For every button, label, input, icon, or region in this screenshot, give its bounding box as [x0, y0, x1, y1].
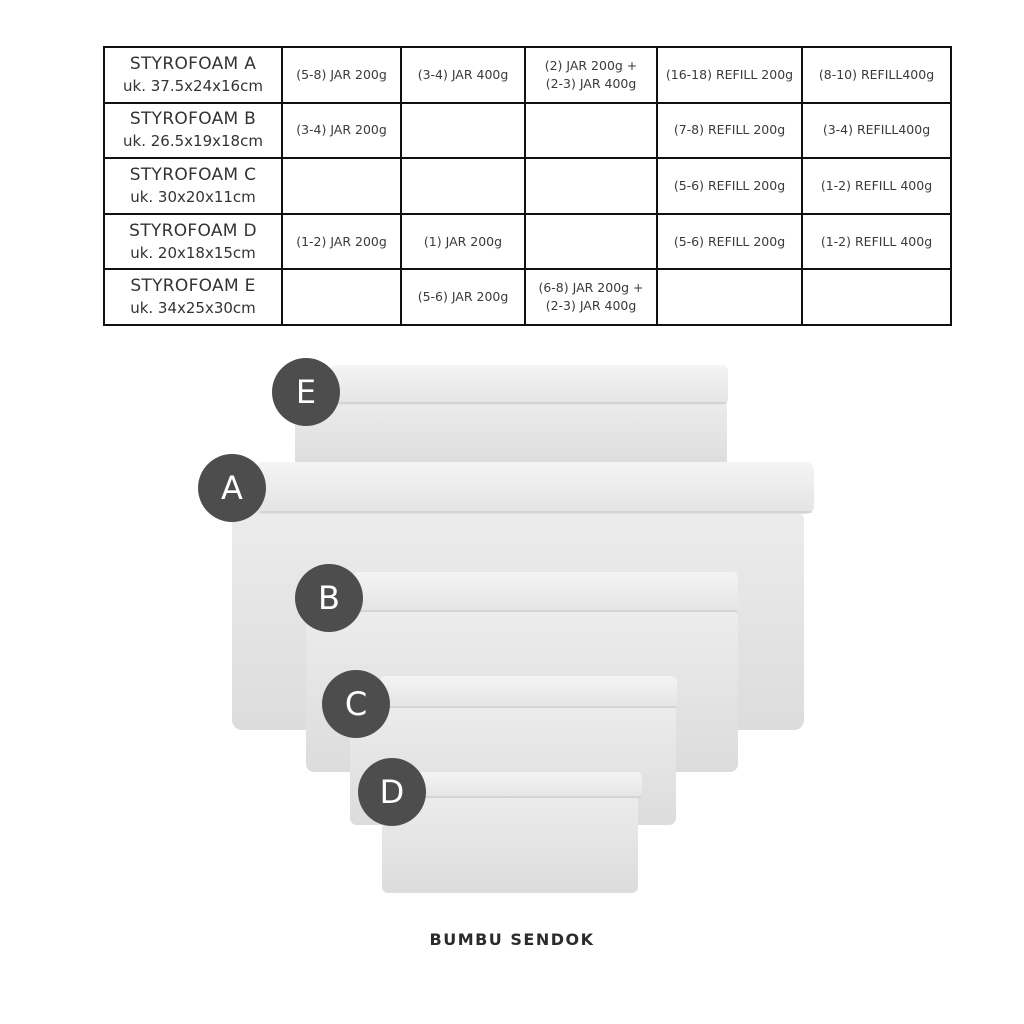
capacity-text: (1-2) JAR 200g	[296, 233, 387, 249]
capacity-text: (3-4) JAR 200g	[296, 122, 387, 138]
capacity-cell	[401, 47, 525, 103]
box-name: STYROFOAM E	[130, 276, 256, 297]
capacity-cell	[282, 47, 401, 103]
capacity-cell	[282, 158, 401, 214]
box-name: STYROFOAM D	[129, 220, 257, 241]
badge-a: A	[198, 454, 266, 522]
table-row	[104, 47, 951, 103]
capacity-text: (16-18) REFILL 200g	[665, 66, 794, 82]
box-label-cell	[104, 214, 282, 270]
box-dimensions: uk. 37.5x24x16cm	[123, 76, 263, 95]
capacity-text: (2-3) JAR 400g	[545, 298, 637, 314]
capacity-cell	[657, 158, 802, 214]
box-name: STYROFOAM B	[129, 109, 257, 130]
table-row	[104, 158, 951, 214]
capacity-cell	[401, 103, 525, 159]
box-dimensions: uk. 26.5x19x18cm	[123, 132, 263, 151]
badge-e: E	[272, 358, 340, 426]
capacity-cell	[282, 269, 401, 325]
capacity-cell	[657, 103, 802, 159]
capacity-cell	[802, 158, 951, 214]
capacity-text: (3-4) JAR 400g	[417, 66, 509, 82]
brand-logo-text: BUMBU SENDOK	[429, 930, 595, 949]
capacity-text: (3-4) REFILL400g	[822, 122, 931, 138]
capacity-cell	[282, 103, 401, 159]
table-row	[104, 269, 951, 325]
capacity-text: (7-8) REFILL 200g	[673, 122, 786, 138]
styrofoam-boxes-illustration	[0, 340, 1024, 920]
capacity-cell	[525, 214, 657, 270]
capacity-cell	[401, 158, 525, 214]
capacity-text: (6-8) JAR 200g +	[538, 280, 644, 296]
badge-c: C	[322, 670, 390, 738]
capacity-text: (2-3) JAR 400g	[545, 75, 637, 91]
box-e	[295, 365, 728, 470]
capacity-cell	[657, 269, 802, 325]
box-label-cell	[104, 47, 282, 103]
box-label-cell	[104, 103, 282, 159]
capacity-cell	[525, 47, 657, 103]
capacity-text: (1-2) REFILL 400g	[820, 177, 933, 193]
capacity-cell	[802, 269, 951, 325]
capacity-text: (1) JAR 200g	[423, 233, 503, 249]
capacity-text: (5-6) REFILL 200g	[673, 233, 786, 249]
capacity-cell	[282, 214, 401, 270]
capacity-cell	[802, 103, 951, 159]
capacity-cell	[657, 47, 802, 103]
capacity-cell	[401, 269, 525, 325]
box-dimensions: uk. 30x20x11cm	[130, 187, 256, 206]
table-row	[104, 214, 951, 270]
capacity-text: (5-8) JAR 200g	[296, 66, 387, 82]
capacity-text: (5-6) JAR 200g	[417, 289, 509, 305]
capacity-text: (8-10) REFILL400g	[818, 66, 935, 82]
box-name: STYROFOAM A	[129, 53, 257, 74]
capacity-cell	[401, 214, 525, 270]
badge-d: D	[358, 758, 426, 826]
capacity-cell	[525, 103, 657, 159]
box-dimensions: uk. 34x25x30cm	[130, 299, 256, 318]
styrofoam-size-table	[103, 46, 952, 326]
capacity-text: (2) JAR 200g +	[544, 57, 638, 73]
capacity-text: (1-2) REFILL 400g	[820, 233, 933, 249]
capacity-cell	[802, 214, 951, 270]
badge-b: B	[295, 564, 363, 632]
box-dimensions: uk. 20x18x15cm	[130, 243, 256, 262]
capacity-cell	[657, 214, 802, 270]
capacity-cell	[525, 158, 657, 214]
box-label-cell	[104, 269, 282, 325]
capacity-text: (5-6) REFILL 200g	[673, 177, 786, 193]
box-label-cell	[104, 158, 282, 214]
table-row	[104, 103, 951, 159]
capacity-cell	[802, 47, 951, 103]
box-name: STYROFOAM C	[129, 164, 257, 185]
capacity-cell	[525, 269, 657, 325]
